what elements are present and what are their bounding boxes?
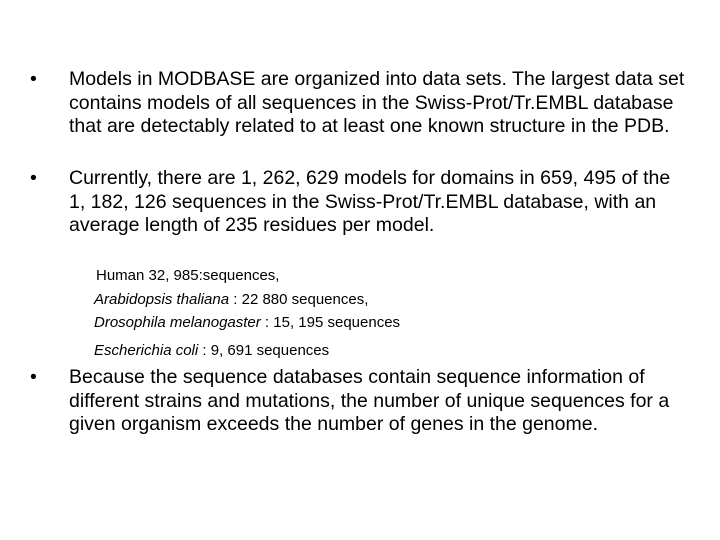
organism-line-arabidopsis <box>94 291 368 309</box>
bullet-marker: • <box>30 167 37 189</box>
organism-count: 32, 985:sequences, <box>144 267 280 284</box>
bullet-model-counts <box>30 167 690 238</box>
organism-count: : 15, 195 sequences <box>260 314 401 331</box>
organism-count: : 22 880 sequences, <box>229 291 369 308</box>
organism-name: Escherichia coli <box>94 342 199 359</box>
organism-line-drosophila <box>94 314 400 332</box>
bullet-text: Because the sequence databases contain sequence information of different strains and mutations, the number of unique sequences for a given organism exceeds the number of genes in the genome. <box>69 366 670 435</box>
bullet-text: Models in MODBASE are organized into data sets. The largest data set contains models of all sequences in the Swiss-Prot/Tr.EMBL database that are detectably related to at least one known structure in the PDB. <box>69 68 685 137</box>
bullet-marker: • <box>30 366 37 388</box>
organism-line-human <box>96 267 279 285</box>
organism-name: Drosophila melanogaster <box>94 314 261 331</box>
bullet-unique-sequences <box>30 366 690 437</box>
organism-line-ecoli <box>94 342 329 360</box>
organism-name: Arabidopsis thaliana <box>94 291 230 308</box>
organism-name: Human <box>96 267 145 284</box>
bullet-modbase-data-sets <box>30 68 690 139</box>
bullet-marker: • <box>30 68 37 90</box>
organism-count: : 9, 691 sequences <box>198 342 330 359</box>
bullet-text: Currently, there are 1, 262, 629 models for domains in 659, 495 of the 1, 182, 126 sequences in the Swiss-Prot/Tr.EMBL database, with an average length of 235 residues per model. <box>69 167 671 236</box>
